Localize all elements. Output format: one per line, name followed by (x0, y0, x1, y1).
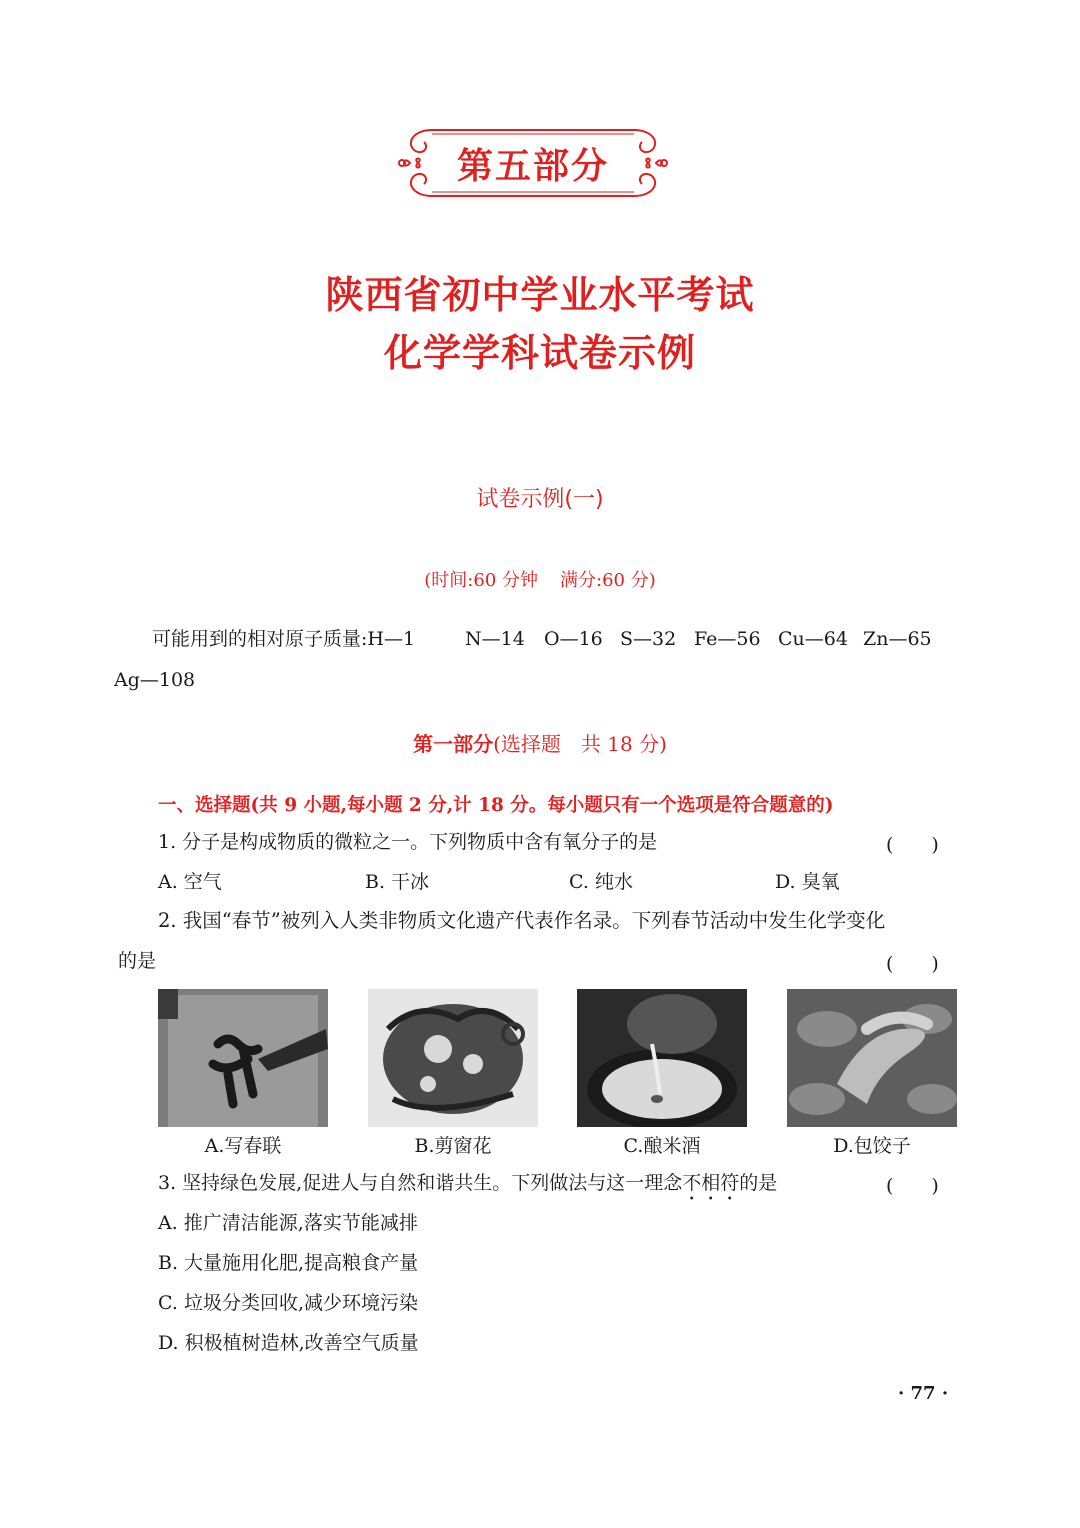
question-3-option-d: D. 积极植树造林,改善空气质量 (158, 1332, 419, 1354)
atomic-mass-o: O—16 (544, 628, 603, 650)
question-1-option-b: B. 干冰 (365, 871, 430, 893)
question-2-answer-paren: ( ) (886, 953, 939, 975)
paper-title: 试卷示例(一) (476, 487, 604, 512)
section1-heading-bold: 第一部分 (413, 732, 494, 756)
photo-brewing-rice-wine (577, 989, 747, 1127)
question-3-option-c: C. 垃圾分类回收,减少环境污染 (158, 1292, 418, 1314)
photo-paper-cutting (368, 989, 538, 1127)
atomic-masses-line (152, 627, 415, 651)
question-2-option-b: B.剪窗花 (414, 1135, 492, 1157)
question-3-stem-emphasis: 不相符 (682, 1172, 740, 1194)
main-title-line2: 化学学科试卷示例 (383, 331, 696, 375)
section1-instruction: 一、选择题(共 9 小题,每小题 2 分,计 18 分。每小题只有一个选项是符合题意的) (158, 795, 834, 816)
section1-heading (0, 728, 1080, 757)
question-1-stem: 1. 分子是构成物质的微粒之一。下列物质中含有氧分子的是 (158, 831, 658, 853)
question-2-option-a: A.写春联 (204, 1135, 282, 1157)
question-2-stem-line1: 2. 我国“春节”被列入人类非物质文化遗产代表作名录。下列春节活动中发生化学变化 (158, 909, 886, 932)
question-1-option-c: C. 纯水 (569, 871, 633, 893)
question-2-option-c: C.酿米酒 (623, 1135, 701, 1157)
atomic-mass-h: H—1 (367, 628, 416, 650)
question-3-stem (158, 1171, 777, 1205)
question-3-stem-after: 的是 (739, 1172, 778, 1194)
question-1-answer-paren: ( ) (886, 834, 939, 856)
question-3-answer-paren: ( ) (886, 1175, 939, 1197)
question-1-option-a: A. 空气 (158, 871, 222, 893)
exam-score: 满分:60 分) (560, 570, 656, 591)
page-number: · 77 · (898, 1383, 949, 1404)
question-2-option-d: D.包饺子 (833, 1135, 911, 1157)
exam-time: (时间:60 分钟 (424, 570, 538, 591)
main-title-line1: 陕西省初中学业水平考试 (325, 273, 755, 317)
atomic-masses-label: 可能用到的相对原子质量: (152, 628, 368, 650)
section1-heading-rest: (选择题 共 18 分) (493, 732, 667, 756)
question-2-stem-line2: 的是 (118, 950, 157, 972)
photo-writing-couplets (158, 989, 328, 1127)
question-1-option-d: D. 臭氧 (775, 871, 840, 893)
atomic-mass-ag: Ag—108 (114, 669, 196, 691)
atomic-mass-s: S—32 (620, 628, 677, 650)
part-title: 第五部分 (456, 145, 609, 187)
exam-info (0, 566, 1080, 592)
photo-making-dumplings (787, 989, 957, 1127)
atomic-mass-n: N—14 (465, 628, 525, 650)
part-banner (396, 124, 670, 202)
atomic-mass-fe: Fe—56 (694, 628, 761, 650)
question-3-stem-before: 3. 坚持绿色发展,促进人与自然和谐共生。下列做法与这一理念 (158, 1172, 683, 1194)
question-3-option-a: A. 推广清洁能源,落实节能减排 (158, 1212, 418, 1234)
atomic-mass-zn: Zn—65 (863, 628, 932, 650)
question-3-option-b: B. 大量施用化肥,提高粮食产量 (158, 1252, 419, 1274)
atomic-mass-cu: Cu—64 (778, 628, 848, 650)
